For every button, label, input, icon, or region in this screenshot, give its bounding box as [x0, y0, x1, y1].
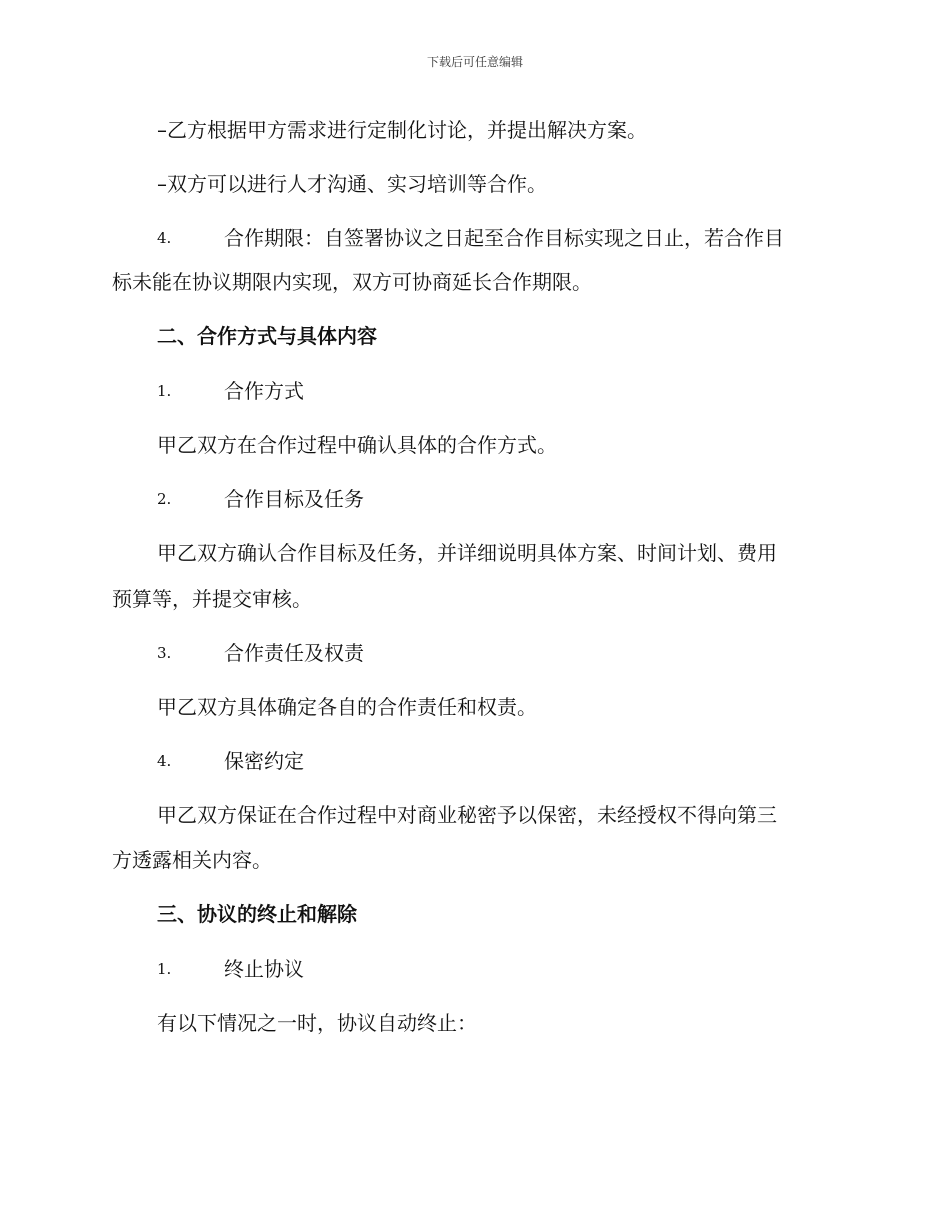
s3-item-1-text: 有以下情况之一时，协议自动终止：: [157, 1011, 477, 1035]
s2-item-3-label: 合作责任及权责: [224, 641, 364, 665]
page-header: 下载后可任意编辑: [426, 55, 523, 69]
s2-item-2-text-line2: 预算等，并提交审核。: [112, 587, 312, 611]
paragraph-bullet-talent: –双方可以进行人才沟通、实习培训等合作。: [157, 172, 547, 196]
s2-item-1-text: 甲乙双方在合作过程中确认具体的合作方式。: [157, 433, 557, 457]
s2-item-number-2: 2.: [157, 490, 172, 508]
s3-item-number-1: 1.: [157, 960, 172, 978]
s2-item-number-4: 4.: [157, 752, 172, 770]
paragraph-bullet-solution: –乙方根据甲方需求进行定制化讨论，并提出解决方案。: [157, 118, 647, 142]
s2-item-4-text-line1: 甲乙双方保证在合作过程中对商业秘密予以保密，未经授权不得向第三: [157, 803, 777, 827]
item-4-text-line1: 合作期限：自签署协议之日起至合作目标实现之日止，若合作目: [224, 226, 784, 250]
item-4-text-line2: 标未能在协议期限内实现，双方可协商延长合作期限。: [112, 270, 592, 294]
s2-item-3-text: 甲乙双方具体确定各自的合作责任和权责。: [157, 695, 537, 719]
section-2-heading: 二、合作方式与具体内容: [157, 324, 377, 348]
s3-item-1-label: 终止协议: [224, 957, 304, 981]
s2-item-4-label: 保密约定: [224, 749, 304, 773]
s2-item-1-label: 合作方式: [224, 379, 304, 403]
s2-item-number-3: 3.: [157, 644, 172, 662]
s2-item-2-label: 合作目标及任务: [224, 487, 364, 511]
s2-item-2-text-line1: 甲乙双方确认合作目标及任务，并详细说明具体方案、时间计划、费用: [157, 541, 777, 565]
section-3-heading: 三、协议的终止和解除: [157, 902, 357, 926]
s2-item-number-1: 1.: [157, 382, 172, 400]
s2-item-4-text-line2: 方透露相关内容。: [112, 848, 272, 872]
item-number-4: 4.: [157, 229, 172, 247]
